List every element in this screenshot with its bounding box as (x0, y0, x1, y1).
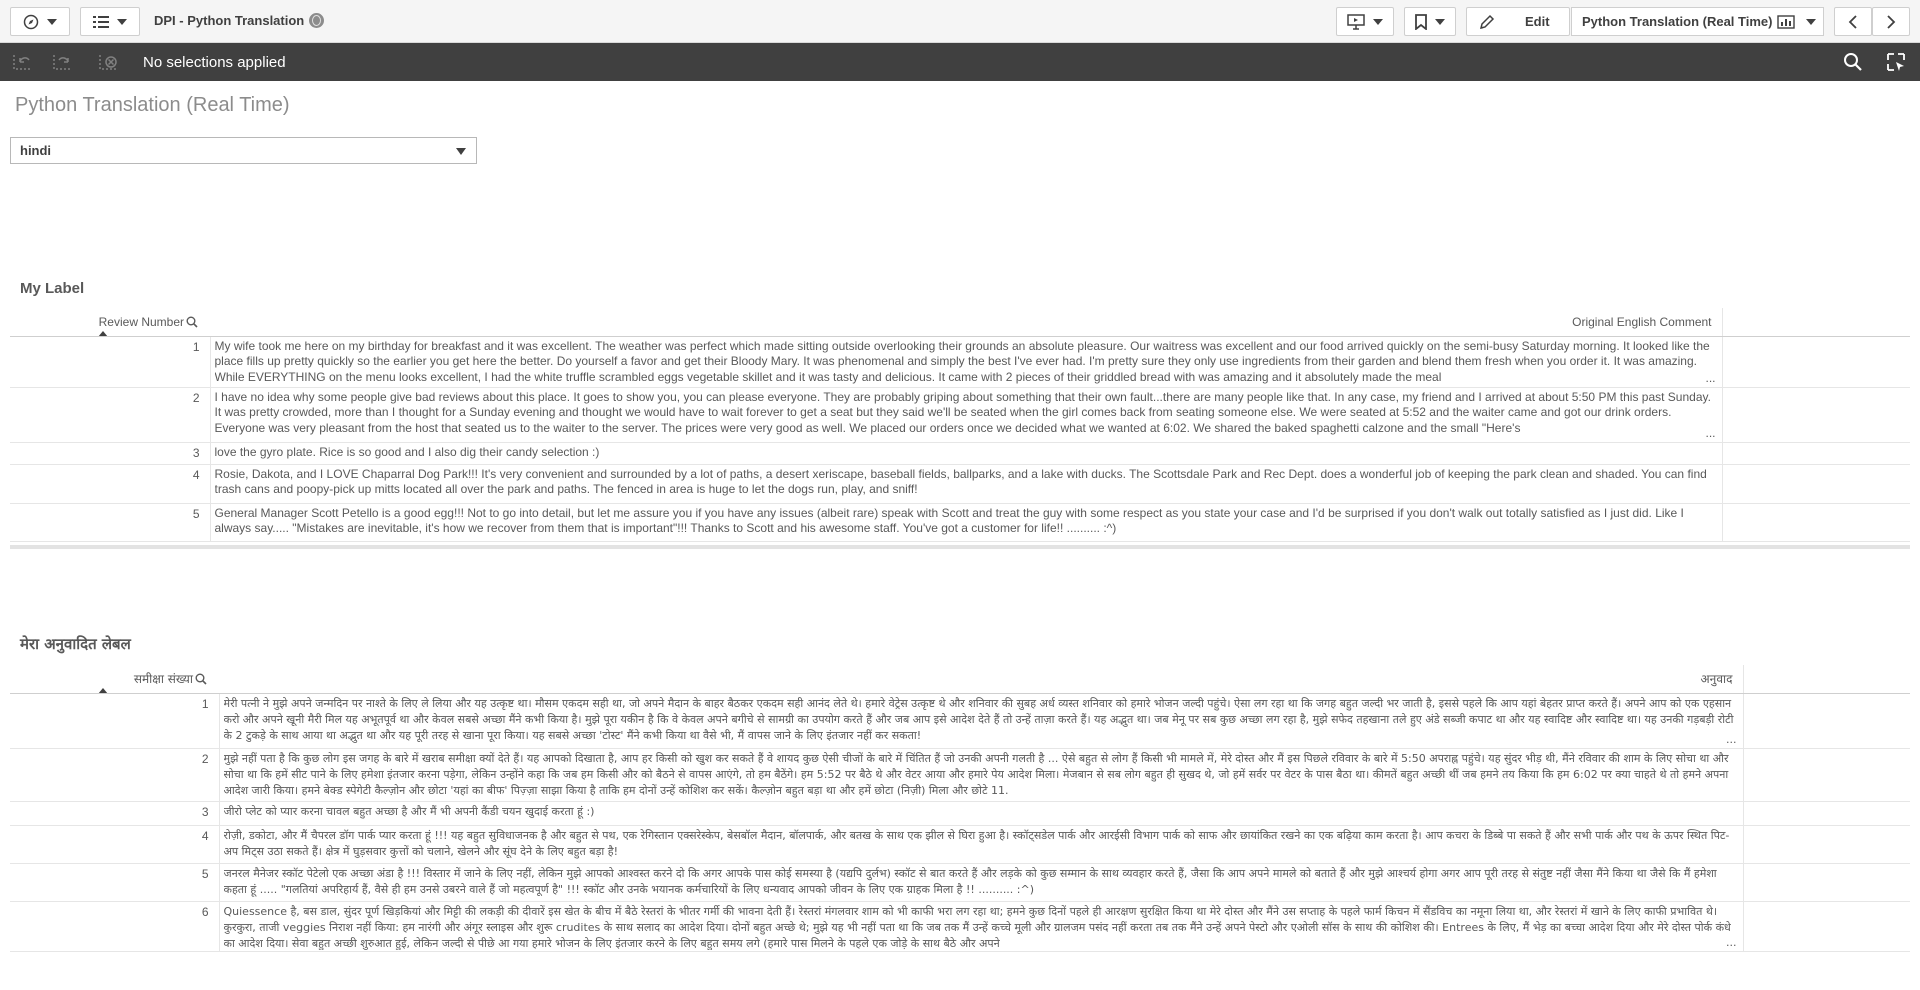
empty-cell (1743, 693, 1910, 748)
compass-icon (23, 14, 39, 30)
review-number-cell: 4 (10, 464, 210, 503)
chevron-down-icon (47, 19, 57, 25)
navigation-menu-button[interactable] (80, 7, 140, 36)
review-number-cell: 1 (10, 336, 210, 387)
review-number-cell: 4 (10, 825, 219, 863)
ellipsis: ... (1702, 426, 1715, 442)
table-row[interactable] (10, 863, 1910, 901)
translation-text: जीरो प्लेट को प्यार करना चावल बहुत अच्छा है और मैं भी अपनी कैंडी चयन खुदाई करता हूं :) (223, 804, 595, 818)
global-menu-button[interactable] (10, 7, 70, 36)
translation-text: रोज़ी, डकोटा, और मैं चैपरल डॉग पार्क प्यार करता हूं !!! यह बहुत सुविधाजनक है और बहुत से पथ, एक रेगिस्तान एक्सरेस्केप, बेसबॉल मैदान, बॉलपार्क, और बतख के साथ एक झील से घिरा हुआ है। स्कॉट्सडेल पार्क और आरईसी विभाग पार्क को साफ और छायांकित रखने का एक बढ़िया काम करता है। आप कचरा के डिब्बे पा सकते हैं और सभी पार्क और पथ के ऊपर स्थित पिट-अप मिट्स उठा सकते हैं। क्षेत्र में घुड़सवार कुत्तों को चलाने, खेलने और सूंघ देने के लिए बहुत बड़ा है! (223, 828, 1730, 858)
app-title-text: DPI - Python Translation (154, 13, 305, 28)
comment-text: Rosie, Dakota, and I LOVE Chaparral Dog Park!!! It's very convenient and surrounded by a lot of paths, a desert xeriscape, baseball fields, ballparks, and a lake with ducks. The Scottsdale Park and Rec Dept. does a wonderful job of keeping the park clean and shaded. You can find trash cans and poopy-pick up mitts located all over the park and paths. The fenced in area is huge to let the dogs run, play, and sniff! (214, 466, 1707, 496)
sort-ascending-icon (98, 688, 108, 694)
translation-cell (219, 863, 1743, 901)
column-header-original-comment[interactable]: Original English Comment (210, 308, 1722, 336)
translation-cell (219, 801, 1743, 825)
next-sheet-button[interactable] (1872, 7, 1910, 36)
chevron-down-icon (1435, 19, 1445, 25)
bookmark-icon (1415, 14, 1427, 30)
column-header-review-number[interactable]: Review Number (10, 308, 210, 336)
app-title (154, 13, 324, 28)
english-table-title: My Label (20, 280, 85, 297)
table-row[interactable] (10, 442, 1910, 464)
globe-icon (309, 13, 324, 28)
chevron-left-icon (1848, 15, 1858, 29)
sheet-title: Python Translation (Real Time) (15, 94, 290, 116)
column-header-translation[interactable]: अनुवाद (219, 665, 1743, 693)
table-row[interactable] (10, 693, 1910, 748)
list-icon (93, 15, 109, 29)
empty-cell (1722, 464, 1910, 503)
review-number-cell: 5 (10, 503, 210, 541)
comment-text: My wife took me here on my birthday for breakfast and it was excellent. The weather was perfect which made sitting outside overlooking their grounds an absolute pleasure. Our waitress was excellent and our food arrived quickly on the semi-busy Saturday morning. It looked like the place fills up pretty quickly so the earlier you get here the better. Do yourself a favor and get their Bloody Mary. It was phenomenal and simply the best I've ever had. I'm pretty sure they only use ingredients from their garden and blend them fresh when you order it. It was amazing. While EVERYTHING on the menu looks excellent, I had the white truffle scrambled eggs vegetable skillet and it was tasty and delicious. It came with 2 pieces of their griddled bread with was amazing and it absolutely made the meal (214, 338, 1710, 384)
comment-cell (210, 503, 1722, 541)
table-row[interactable] (10, 503, 1910, 541)
column-header-empty (1722, 308, 1910, 336)
selections-back-icon[interactable] (12, 53, 34, 71)
column-search-icon[interactable] (195, 673, 207, 685)
empty-cell (1722, 336, 1910, 387)
hindi-table-title: मेरा अनुवादित लेबल (20, 635, 131, 653)
selections-status: No selections applied (143, 54, 286, 71)
english-comments-table (10, 308, 1910, 542)
translation-cell (219, 748, 1743, 801)
edit-button[interactable] (1466, 7, 1570, 36)
ellipsis: ... (1723, 935, 1737, 951)
comment-text: love the gyro plate. Rice is so good and I also dig their candy selection :) (214, 444, 600, 459)
empty-cell (1743, 863, 1910, 901)
review-number-cell: 6 (10, 901, 219, 951)
empty-cell (1722, 503, 1910, 541)
chevron-down-icon (1806, 19, 1816, 25)
table-row[interactable] (10, 801, 1910, 825)
column-header-review-number-hindi[interactable]: समीक्षा संख्या (10, 665, 219, 693)
column-search-icon[interactable] (186, 316, 198, 328)
column-header-empty (1743, 665, 1910, 693)
comment-text: I have no idea why some people give bad reviews about this place. It goes to show you, you can please everyone. They are probably griping about something that their own fault...there are many people like that. In any case, my friend and I arrived at about 5:50 PM this past Sunday. It was pretty crowded, more than I thought for a Sunday evening and thought we would have to wait forever to get a seat but they said we'll be seated when the girl comes back from seating someone else. We were seated at 5:52 and the waiter came and got our drink orders. Everyone was very pleasant from the host that seated us to the waiter to the server. The prices were very good as well. We placed our orders once we decided what we wanted at 6:02. We shared the baked spaghetti calzone and the small "Here's (214, 389, 1711, 435)
review-number-cell: 3 (10, 442, 210, 464)
translation-text: मुझे नहीं पता है कि कुछ लोग इस जगह के बारे में खराब समीक्षा क्यों देते हैं। यह आपको दिखाता है, आप हर किसी को खुश कर सकते हैं वे शायद कुछ ऐसी चीजों के बारे में चिंतित हैं जो उनकी अपनी गलती है ... ऐसे बहुत से लोग हैं किसी भी मामले में, मेरे दोस्त और मैं इस पिछले रविवार के बारे में 5:50 अपराह्न पहुंचे। यह सुंदर भीड़ थी, मैंने रविवार की शाम के लिए सोचा था और सोचा था कि हमें सीट पाने के लिए हमेशा इंतजार करना पड़ेगा, लेकिन उन्होंने कहा कि जब हम किसी और को बैठने से वापस आएंगे, तो हम बैठेंगे। हम 5:52 पर बैठे थे और वेटर आया और हमारे पेय आदेश मिला। मेजबान से सब लोग बहुत ही सुखद थे, जो हमें सर्वर पर वेटर के पास बैठा था। कीमतें बहुत अच्छी थीं जब हमने तय किया कि हम 6:02 पर क्या चाहते थे तो हमने अपना आदेश जारी किया। हमने बेक्ड स्पेगेटी कैल्ज़ोन और छोटा 'यहां का बीफ' पिज़्ज़ा साझा किया है ताकि हम दोनों उन्हें कोशिश कर सकें। कैल्ज़ोन बहुत बड़ा था और हमें छोटा (निज़ी) मिला और छोटे 11. (223, 751, 1729, 797)
empty-cell (1743, 825, 1910, 863)
review-number-cell: 2 (10, 748, 219, 801)
selections-bar (0, 43, 1920, 81)
caret-down-icon (456, 148, 466, 155)
comment-cell (210, 442, 1722, 464)
empty-cell (1722, 387, 1910, 442)
sort-ascending-icon (98, 331, 108, 337)
translation-text: Quiessence है, बस डाल, सुंदर पूर्ण खिड़कियां और मिट्टी की लकड़ी की दीवारें इस खेत के बीच में बैठे रेस्तरां के भीतर गर्मी की भावना देती हैं। रेस्तरां मंगलवार शाम को भी काफी भरा लग रहा था; हमने कुछ दिनों पहले ही आरक्षण सुरक्षित किया था मेरे दोस्त और मैंने उस सप्ताह के पहले फार्म किचन में सैंडविच का नमूना लिया था, और रेस्तरां में खाने के लिए काफी प्रभावित थे। कुरकुरा, ताजी veggies निराश नहीं किया: हम नारंगी और अंगूर स्लाइस और शुरू crudites के साथ सलाद का आदेश दिया। दोनों बहुत अच्छे थे; मुझे यह भी नहीं पता था कि जब तक मैं उन्हें कच्चे मूली और ग्रालजम पसंद नहीं करता तब तक मैंने उन्हें अपने पेस्टो और एओली सॉस के साथ की कोशिश की। Entrees के लिए, मैं भेड़ का बच्चा आदेश दिया और मेरे दोस्त पोर्क कंधे का आदेश दिया। सेवा बहुत अच्छी शुरुआत हुई, लेकिन जल्दी से पीछे आ गया हमारे भोजन के लिए इंतजार करने के लिए बहुत समय लगे (हमारे पास मिलने के पहले एक जोड़े के साथ बैठे और अपने (223, 904, 1731, 950)
edit-label: Edit (1525, 14, 1550, 29)
sheet-selector[interactable] (1571, 7, 1824, 36)
empty-cell (1722, 442, 1910, 464)
clear-selections-icon[interactable] (98, 53, 120, 71)
review-number-cell: 3 (10, 801, 219, 825)
story-button[interactable] (1336, 7, 1394, 36)
presentation-icon (1347, 14, 1365, 30)
pencil-icon (1479, 14, 1495, 30)
table-row[interactable] (10, 336, 1910, 387)
language-dropdown[interactable] (10, 137, 477, 164)
chevron-right-icon (1886, 15, 1896, 29)
comment-text: General Manager Scott Petello is a good egg!!! Not to go into detail, but let me assure you if you have any issues (albeit rare) speak with Scott and treat the guy with some respect as you state your case and I'd be surprised if you don't walk out totally satisfied as I just did. Like I always say..... "Mistakes are inevitable, it's how we recover from them that is important"!!! Thanks to Scott and his awesome staff. You've got a customer for life!! .......... :^) (214, 505, 1684, 535)
previous-sheet-button[interactable] (1834, 7, 1872, 36)
sheet-icon (1777, 15, 1795, 29)
selections-forward-icon[interactable] (52, 53, 74, 71)
language-dropdown-value: hindi (20, 143, 52, 158)
chevron-down-icon (1373, 19, 1383, 25)
table-row[interactable] (10, 464, 1910, 503)
translation-cell (219, 901, 1743, 951)
chevron-down-icon (117, 19, 127, 25)
bookmark-button[interactable] (1404, 7, 1456, 36)
review-number-cell: 5 (10, 863, 219, 901)
hindi-translation-table (10, 665, 1910, 952)
table-row[interactable] (10, 748, 1910, 801)
translation-text: जनरल मैनेजर स्कॉट पेटेलो एक अच्छा अंडा है !!! विस्तार में जाने के लिए नहीं, लेकिन मुझे आपको आश्वस्त करने दो कि अगर आपके पास कोई समस्या है (यद्यपि दुर्लभ) स्कॉट से बात करते हैं और लड़के को कुछ सम्मान के साथ व्यवहार करते हैं, जैसा कि आप अपने मामले को बताते हैं और मुझे आश्चर्य होगा अगर आप पूरी तरह से संतुष्ट नहीं जैसा मैंने किया था जैसे कि मैं हमेशा कहता हूं ..... "गलतियां अपरिहार्य हैं, वैसे ही हम उनसे उबरने वाले हैं जो महत्वपूर्ण है" !!! स्कॉट और उनके भयानक कर्मचारियों के लिए धन्यवाद आपको जीवन के लिए एक ग्राहक मिला है !! .......... :^) (223, 866, 1717, 896)
english-table-scrollbar[interactable] (10, 545, 1910, 549)
translation-cell (219, 825, 1743, 863)
comment-cell (210, 387, 1722, 442)
top-toolbar (0, 0, 1920, 43)
table-row[interactable] (10, 901, 1910, 951)
translation-text: मेरी पत्नी ने मुझे अपने जन्मदिन पर नाश्ते के लिए ले लिया और यह उत्कृष्ट था। मौसम एकदम सही था, जो अपने मैदान के बाहर बैठकर एकदम सही आनंद लेते थे। हमारे वेट्रेस उत्कृष्ट थे और शनिवार की सुबह अर्ध व्यस्त शनिवार को हमारे भोजन जल्दी पहुंचे। ऐसा लग रहा था कि जगह बहुत जल्दी भर जाती है, इससे पहले कि आप यहां बेहतर प्राप्त करते हैं। अपने आप को एक एहसान करो और अपने खूनी मैरी मिल यह अभूतपूर्व था और केवल सबसे अच्छा मैंने कभी किया है। मुझे पूरा यकीन है कि वे केवल अपने बगीचे से सामग्री का उपयोग करते हैं और जब आप इसे आदेश देते हैं तो उन्हें ताज़ा करते हैं। यह अद्भुत था। जब मेनू पर सब कुछ अच्छा लग रहा है, मुझे सफेद तहखाना तले हुए अंडे सब्जी कपाट था और यह स्वादिष्ट और स्वादिष्ट था। यह उनकी गड़बड़ी रोटी के 2 टुकड़े के साथ आया था अद्भुत था और यह पूरी तरह से खाना पूरा किया। यह सबसे अच्छा 'टोस्ट' मैंने कभी किया था वैसे भी, मैं वापस जाने के लिए इंतजार नहीं कर सकता! (223, 696, 1734, 742)
empty-cell (1743, 801, 1910, 825)
search-icon[interactable] (1843, 52, 1863, 72)
selection-tool-icon[interactable] (1886, 52, 1906, 72)
sheet-selector-label: Python Translation (Real Time) (1582, 14, 1773, 29)
table-row[interactable] (10, 387, 1910, 442)
review-number-cell: 2 (10, 387, 210, 442)
comment-cell (210, 464, 1722, 503)
empty-cell (1743, 748, 1910, 801)
review-number-cell: 1 (10, 693, 219, 748)
empty-cell (1743, 901, 1910, 951)
comment-cell (210, 336, 1722, 387)
translation-cell (219, 693, 1743, 748)
table-row[interactable] (10, 825, 1910, 863)
ellipsis: ... (1723, 732, 1737, 748)
ellipsis: ... (1702, 371, 1715, 387)
